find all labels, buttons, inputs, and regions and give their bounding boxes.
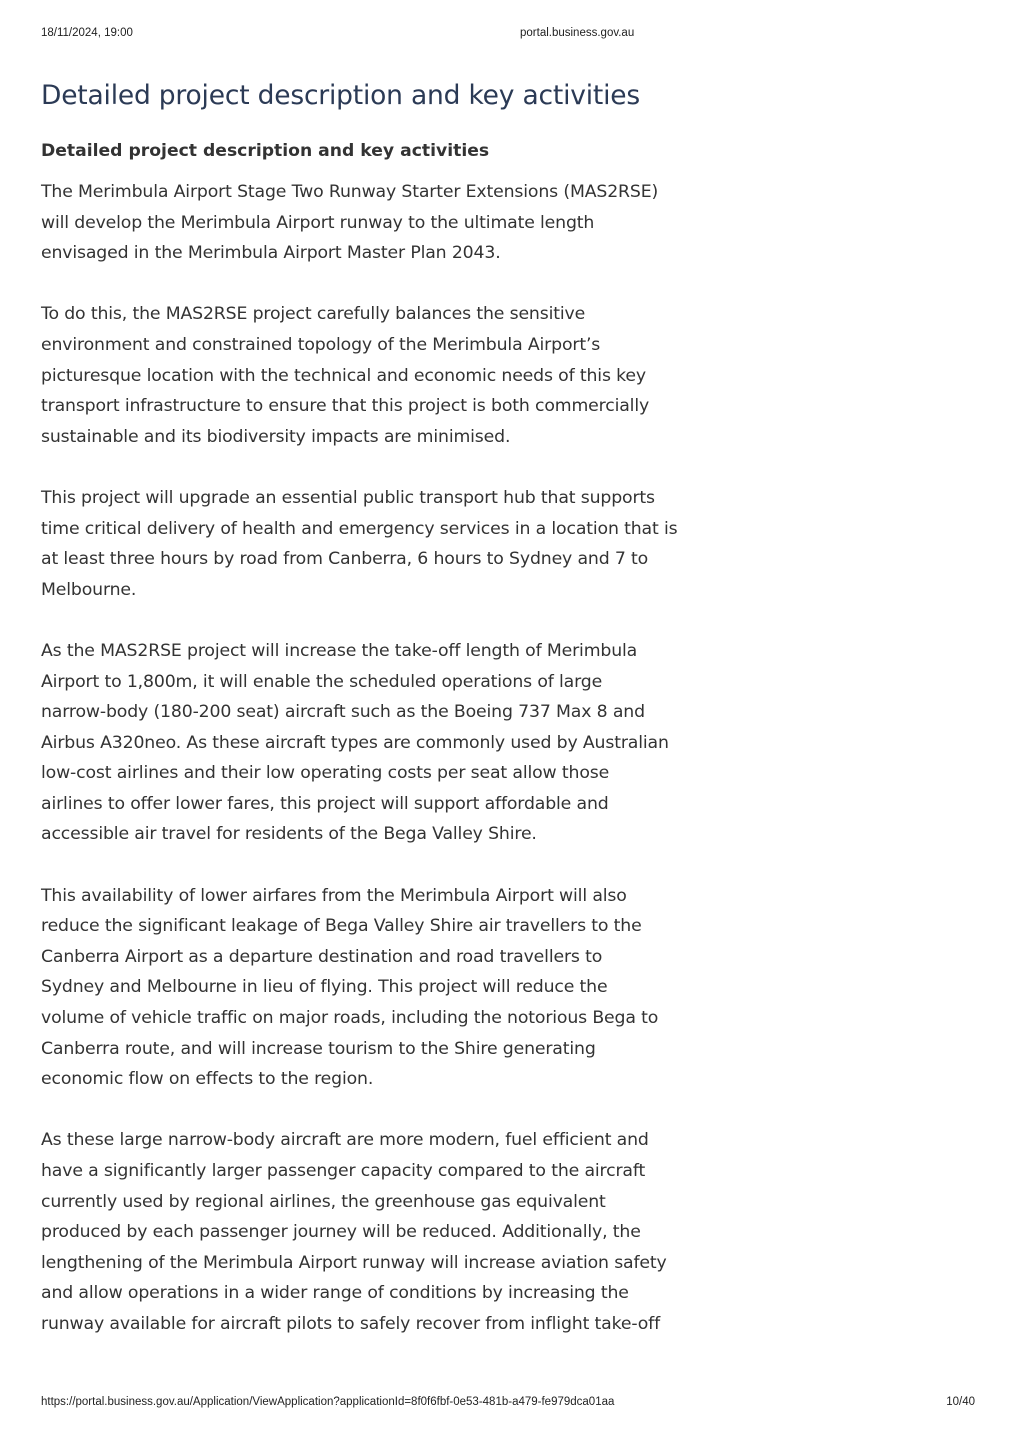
page-title: Detailed project description and key activities (41, 80, 640, 111)
field-label: Detailed project description and key activities (41, 141, 490, 161)
print-header (41, 27, 971, 43)
print-url: https://portal.business.gov.au/Application/ViewApplication?applicationId=8f0f6fbf-0e53-481b-a479-fe979dca01aa (41, 1396, 615, 1408)
answer-paragraph: The Merimbula Airport Stage Two Runway Starter Extensions (MAS2RSE) will develop the Merimbula Airport runway to the ultimate length envisaged in the Merimbula Airport Master Plan 2043. (41, 182, 659, 264)
print-datetime: 18/11/2024, 19:00 (41, 27, 133, 39)
answer-paragraph: This project will upgrade an essential public transport hub that supports time critical delivery of health and emergency services in a location that is at least three hours by road from Canberra, 6 hours to Sydney and 7 to Melbourne. (41, 487, 678, 600)
print-footer (41, 1396, 975, 1412)
answer-paragraph: This availability of lower airfares from the Merimbula Airport will also reduce the significant leakage of Bega Valley Shire air travellers to the Canberra Airport as a departure destination and road travellers to Sydney and Melbourne in lieu of flying. This project will reduce the volume of vehicle traffic on major roads, including the notorious Bega to Canberra route, and will increase tourism to the Shire generating economic flow on effects to the region. (41, 885, 659, 1090)
answer-paragraph: To do this, the MAS2RSE project carefully balances the sensitive environment and constrained topology of the Merimbula Airport’s picturesque location with the technical and economic needs of this key transport infrastructure to ensure that this project is both commercially sustainable and its biodiversity impacts are minimised. (41, 304, 650, 447)
answer-paragraph: As the MAS2RSE project will increase the take-off length of Merimbula Airport to 1,800m, it will enable the scheduled operations of large narrow-body (180-200 seat) aircraft such as the Boeing 737 Max 8 and Airbus A320neo. As these aircraft types are commonly used by Australian low-cost airlines and their low operating costs per seat allow those airlines to offer lower fares, this project will support affordable and accessible air travel for residents of the Bega Valley Shire. (41, 640, 669, 845)
print-domain: portal.business.gov.au (520, 27, 635, 39)
page-number: 10/40 (946, 1396, 975, 1408)
page-content (41, 76, 761, 1370)
field-answer (41, 177, 761, 1340)
answer-paragraph: As these large narrow-body aircraft are more modern, fuel efficient and have a significantly larger passenger capacity compared to the aircraft currently used by regional airlines, the greenhouse gas equivalent produced by each passenger journey will be reduced. Additionally, the lengthening of the Merimbula Airport runway will increase aviation safety and allow operations in a wider range of conditions by increasing the runway available for aircraft pilots to safely recover from inflight take-off (41, 1130, 667, 1334)
